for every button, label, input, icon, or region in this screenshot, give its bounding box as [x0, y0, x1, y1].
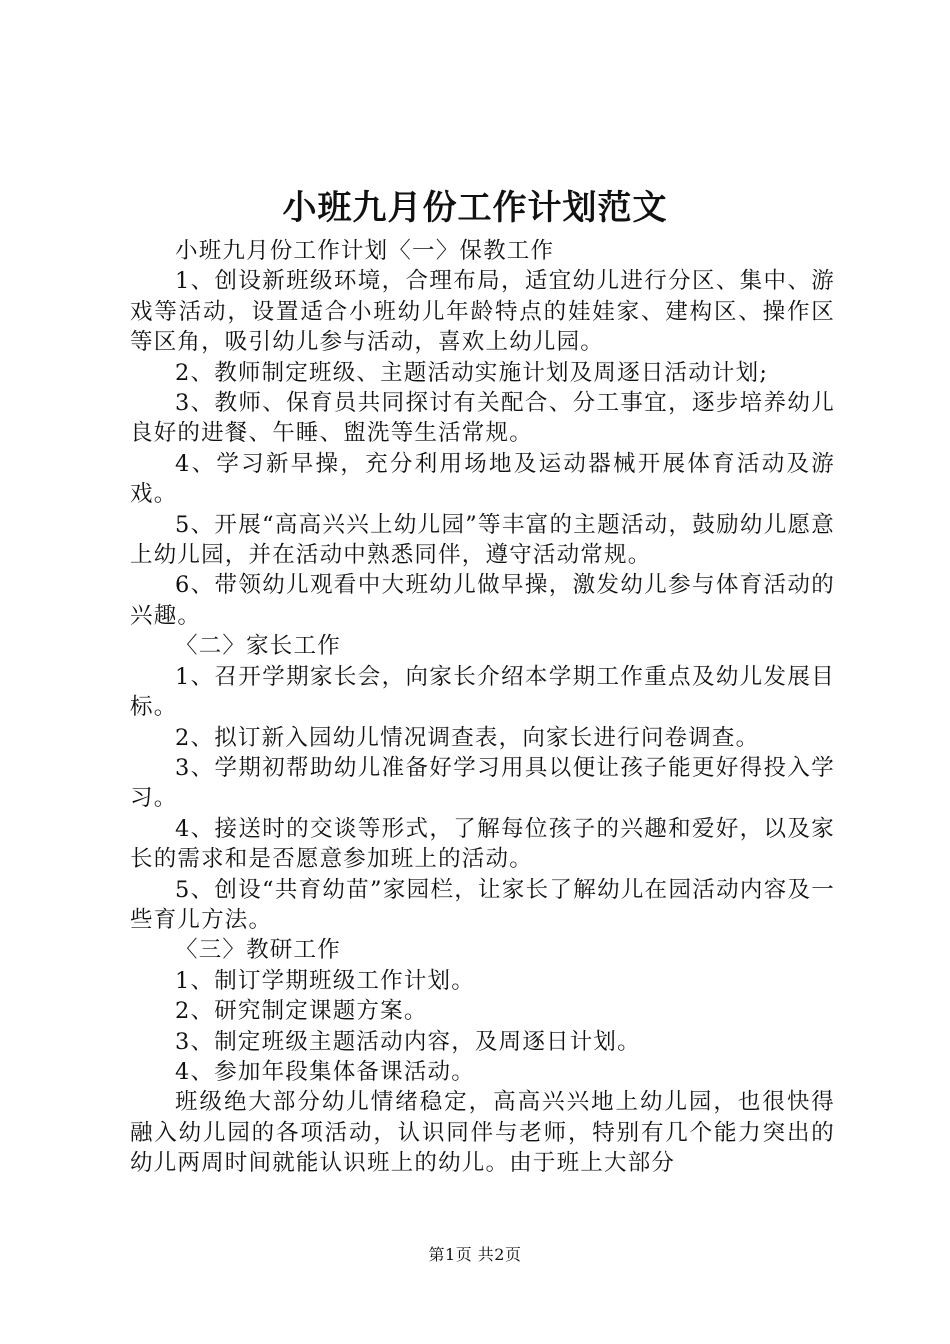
paragraph: 1、召开学期家长会，向家长介绍本学期工作重点及幼儿发展目标。 — [130, 663, 835, 721]
paragraph: 2、拟订新入园幼儿情况调查表，向家长进行问卷调查。 — [175, 724, 760, 751]
paragraph: 3、学期初帮助幼儿准备好学习用具以便让孩子能更好得投入学习。 — [130, 754, 835, 812]
paragraph: 1、创设新班级环境，合理布局，适宜幼儿进行分区、集中、游戏等活动，设置适合小班幼儿年龄特点的娃娃家、建构区、操作区等区角，吸引幼儿参与活动，喜欢上幼儿园。 — [130, 268, 835, 356]
paragraph: 6、带领幼儿观看中大班幼儿做早操，激发幼儿参与体育活动的兴趣。 — [130, 572, 835, 629]
paragraph: 5、开展“高高兴兴上幼儿园”等丰富的主题活动，鼓励幼儿愿意上幼儿园，并在活动中熟悉同伴，遵守活动常规。 — [130, 511, 835, 569]
paragraph: 4、参加年段集体备课活动。 — [175, 1058, 475, 1085]
document-body — [130, 236, 835, 1179]
paragraph: 班级绝大部分幼儿情绪稳定，高高兴兴地上幼儿园，也很快得融入幼儿园的各项活动，认识同伴与老师，特别有几个能力突出的幼儿两周时间就能认识班上的幼儿。由于班上大部分 — [130, 1089, 835, 1177]
section-heading: 〈三〉教研工作 — [175, 937, 341, 964]
paragraph: 4、学习新早操，充分利用场地及运动器械开展体育活动及游戏。 — [130, 450, 835, 508]
paragraph: 小班九月份工作计划〈一〉保教工作 — [175, 238, 555, 264]
paragraph: 3、教师、保育员共同探讨有关配合、分工事宜，逐步培养幼儿良好的进餐、午睡、盥洗等生活常规。 — [130, 390, 835, 447]
paragraph: 4、接送时的交谈等形式，了解每位孩子的兴趣和爱好，以及家长的需求和是否愿意参加班上的活动。 — [130, 815, 835, 873]
paragraph: 3、制定班级主题活动内容，及周逐日计划。 — [175, 1028, 641, 1055]
paragraph: 5、创设“共育幼苗”家园栏，让家长了解幼儿在园活动内容及一些育儿方法。 — [130, 876, 835, 933]
paragraph: 2、研究制定课题方案。 — [175, 998, 428, 1025]
paragraph: 1、制订学期班级工作计划。 — [175, 967, 475, 994]
page-footer: 第1页 共2页 — [428, 1245, 522, 1264]
section-heading: 〈二〉家长工作 — [175, 633, 341, 660]
paragraph: 2、教师制定班级、主题活动实施计划及周逐日活动计划; — [175, 359, 769, 386]
document-title: 小班九月份工作计划范文 — [282, 188, 668, 228]
